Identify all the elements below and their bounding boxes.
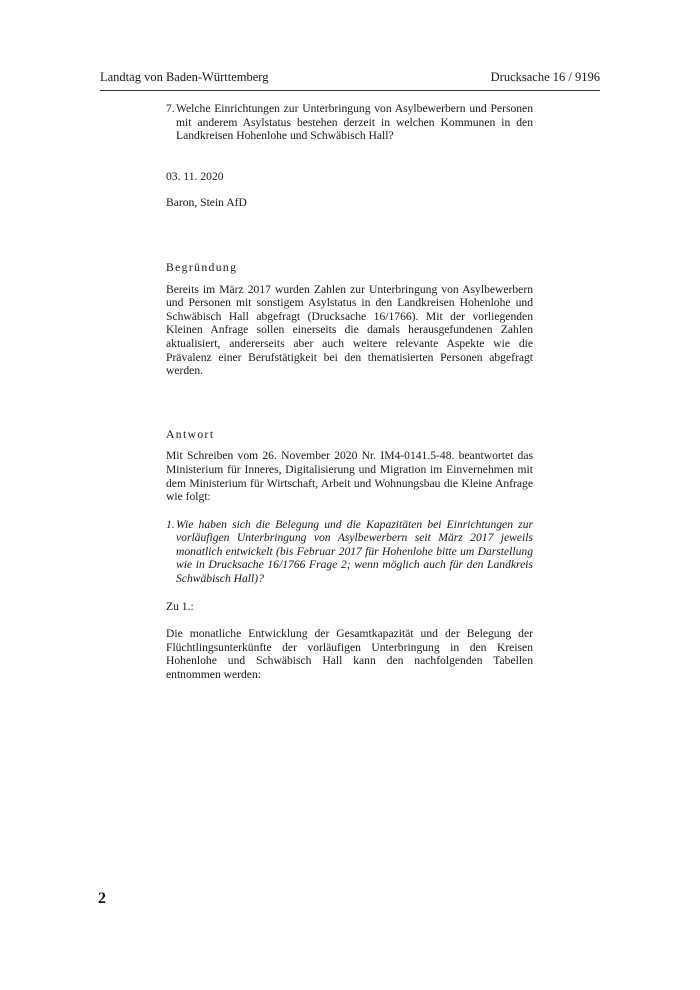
question-1-text: Wie haben sich die Belegung und die Kapazitäten bei Einrichtungen zur vorläufigen Unterbringung von Asylbewerbern seit März 2017 jeweils monatlich entwickelt (bis Februar 2017 für Hohenlohe bitte um Darstellung wie in Drucksache 16/1766 Frage 2; wenn möglich auch für den Landkreis Schwäbisch Hall)?: [176, 517, 533, 586]
antwort-intro: Mit Schreiben vom 26. November 2020 Nr. IM4-0141.5-48. beantwortet das Ministerium für Inneres, Digitalisierung und Migration im Einvernehmen mit dem Ministerium für Wirtschaft, Arbeit und Wohnungsbau die Kleine Anfrage wie folgt:: [166, 449, 533, 504]
antwort-heading: Antwort: [166, 427, 215, 441]
question-7-number: 7.: [166, 102, 175, 115]
question-1: [166, 518, 533, 586]
begruendung-heading: Begründung: [166, 260, 238, 274]
date: 03. 11. 2020: [166, 169, 224, 183]
question-7: [166, 102, 533, 143]
question-1-number: 1.: [166, 517, 175, 531]
begruendung-text: Bereits im März 2017 wurden Zahlen zur Unterbringung von Asylbewerbern und Personen mit sonstigem Asylstatus in den Landkreisen Hohenlohe und Schwäbisch Hall abgefragt (Drucksache 16/1766). Mit der vorliegenden Kleinen Anfrage sollen einerseits die damals herausgefundenen Zahlen aktualisiert, andererseits aber auch weitere relevante Aspekte wie die Prävalenz einer Berufstätigkeit bei den thematisierten Personen abgefragt werden.: [166, 282, 533, 378]
document-body: [166, 102, 533, 682]
header-institution: Landtag von Baden-Württemberg: [100, 70, 269, 84]
zu-1-text: Die monatliche Entwicklung der Gesamtkapazität und der Belegung der Flüchtlingsunterkünfte der vorläufigen Unterbringung in den Kreisen Hohenlohe und Schwäbisch Hall kann den nachfolgenden Tabellen entnommen werden:: [166, 627, 533, 682]
page-header: [100, 70, 600, 91]
header-document-number: Drucksache 16 / 9196: [490, 70, 600, 84]
question-7-text: Welche Einrichtungen zur Unterbringung von Asylbewerbern und Personen mit anderem Asylstatus bestehen derzeit in welchen Kommunen in den Landkreisen Hohenlohe und Schwäbisch Hall?: [176, 102, 533, 143]
authors: Baron, Stein AfD: [166, 196, 247, 210]
zu-1-label: Zu 1.:: [166, 599, 194, 613]
page-number: 2: [98, 890, 106, 907]
